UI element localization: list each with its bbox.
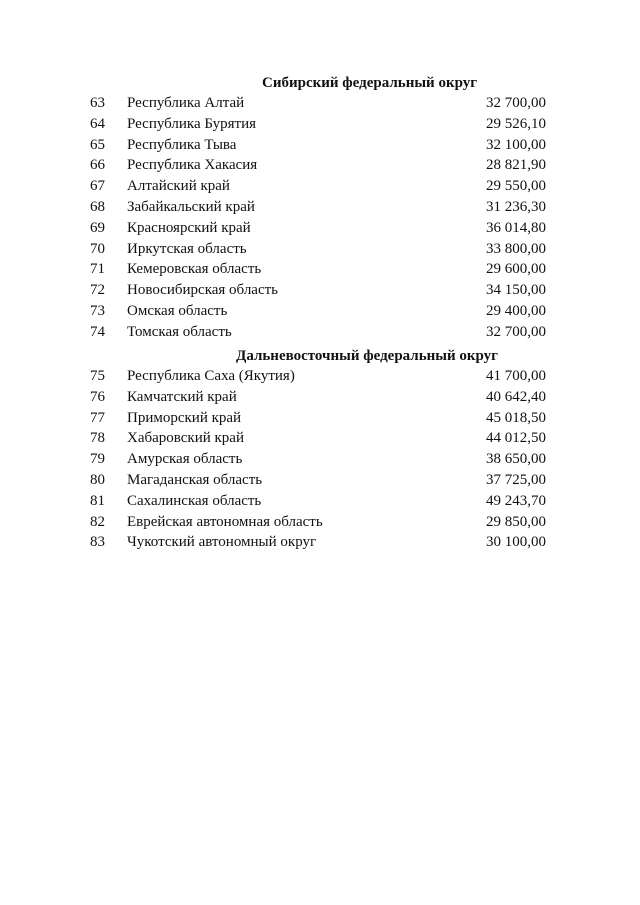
row-number: 67	[90, 178, 105, 195]
row-number: 69	[90, 219, 105, 236]
region-name: Амурская область	[127, 451, 243, 468]
region-name: Омская область	[127, 303, 228, 319]
region-name: Еврейская автономная область	[127, 513, 323, 530]
region-name: Иркутская область	[127, 240, 247, 257]
region-value: 38 650,00	[486, 451, 546, 468]
row-number: 65	[90, 136, 105, 153]
table-row	[0, 259, 640, 280]
region-value: 29 400,00	[486, 303, 546, 319]
region-name: Алтайский край	[127, 178, 230, 195]
row-number: 78	[90, 430, 105, 447]
row-number: 66	[90, 157, 105, 174]
region-value: 33 800,00	[486, 240, 546, 257]
region-name: Забайкальский край	[127, 199, 255, 215]
region-value: 29 526,10	[486, 115, 546, 132]
region-name: Камчатский край	[127, 388, 237, 405]
row-number: 80	[90, 472, 105, 488]
region-value: 40 642,40	[486, 388, 546, 405]
row-number: 73	[90, 303, 105, 319]
region-value: 45 018,50	[486, 409, 546, 426]
region-value: 29 850,00	[486, 513, 546, 530]
region-value: 29 550,00	[486, 178, 546, 195]
region-name: Хабаровский край	[127, 430, 244, 447]
region-name: Приморский край	[127, 409, 242, 426]
region-name: Республика Хакасия	[127, 157, 258, 174]
row-number: 75	[90, 368, 105, 384]
row-number: 76	[90, 388, 105, 405]
section-title-far-eastern: Дальневосточный федеральный округ	[236, 348, 498, 364]
region-name: Томская область	[127, 323, 232, 340]
region-name: Республика Бурятия	[127, 115, 257, 132]
row-number: 70	[90, 240, 105, 257]
table-row	[0, 387, 640, 408]
table-row	[0, 155, 640, 176]
row-number: 71	[90, 261, 105, 278]
region-value: 29 600,00	[486, 261, 546, 278]
region-value: 32 700,00	[486, 323, 546, 340]
table-row	[0, 532, 640, 553]
region-name: Республика Тыва	[127, 136, 237, 153]
region-value: 28 821,90	[486, 157, 546, 174]
table-row	[0, 428, 640, 449]
table-row	[0, 197, 640, 218]
row-number: 72	[90, 282, 105, 299]
row-number: 83	[90, 534, 105, 551]
table-row	[0, 366, 640, 387]
table-row	[0, 218, 640, 239]
region-value: 37 725,00	[486, 472, 546, 488]
region-name: Кемеровская область	[127, 261, 262, 278]
section-title-siberian: Сибирский федеральный округ	[262, 75, 478, 91]
region-name: Сахалинская область	[127, 492, 262, 509]
region-name: Республика Саха (Якутия)	[127, 368, 295, 384]
row-number: 68	[90, 199, 105, 215]
row-number: 64	[90, 115, 105, 132]
region-name: Красноярский край	[127, 219, 251, 236]
table-row	[0, 176, 640, 197]
region-name: Новосибирская область	[127, 282, 279, 299]
table-row	[0, 449, 640, 470]
region-name: Республика Алтай	[127, 95, 245, 111]
table-row	[0, 491, 640, 512]
table-row	[0, 280, 640, 301]
region-name: Чукотский автономный округ	[127, 534, 317, 551]
row-number: 77	[90, 409, 105, 426]
table-row	[0, 470, 640, 491]
table-row	[0, 408, 640, 429]
region-value: 32 100,00	[486, 136, 546, 153]
region-value: 34 150,00	[486, 282, 546, 299]
table-row	[0, 322, 640, 343]
table-row	[0, 93, 640, 114]
row-number: 82	[90, 513, 105, 530]
row-number: 81	[90, 492, 105, 509]
table-row	[0, 301, 640, 322]
row-number: 63	[90, 95, 105, 111]
region-value: 36 014,80	[486, 219, 546, 236]
region-value: 44 012,50	[486, 430, 546, 447]
table-row	[0, 239, 640, 260]
table-row	[0, 114, 640, 135]
region-value: 31 236,30	[486, 199, 546, 215]
region-value: 41 700,00	[486, 368, 546, 384]
region-name: Магаданская область	[127, 472, 263, 488]
region-value: 30 100,00	[486, 534, 546, 551]
table-row	[0, 512, 640, 533]
region-value: 49 243,70	[486, 492, 546, 509]
row-number: 79	[90, 451, 105, 468]
region-value: 32 700,00	[486, 95, 546, 111]
row-number: 74	[90, 323, 105, 340]
table-row	[0, 135, 640, 156]
